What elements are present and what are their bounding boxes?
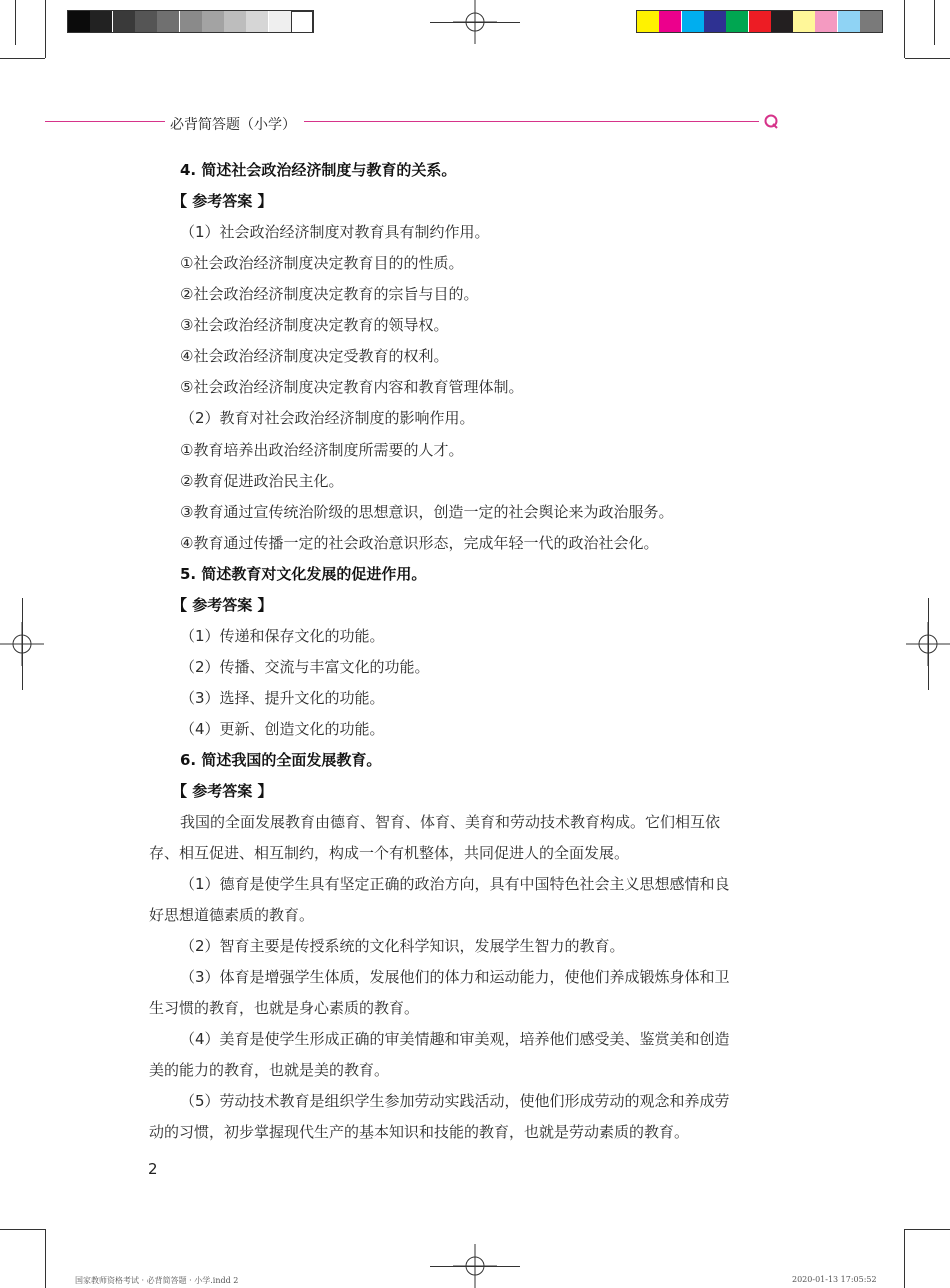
answer-line: （2）教育对社会政治经济制度的影响作用。 (180, 409, 475, 427)
crop-mark (904, 1229, 905, 1288)
crop-mark (904, 0, 905, 58)
question-heading: 5. 简述教育对文化发展的促进作用。 (180, 565, 427, 583)
paragraph-line: （5）劳动技术教育是组织学生参加劳动实践活动，使他们形成劳动的观念和养成劳 (180, 1092, 730, 1110)
color-bar-frame (67, 10, 314, 33)
answer-line: （1）社会政治经济制度对教育具有制约作用。 (180, 223, 490, 241)
crop-mark (905, 58, 950, 59)
question-heading: 4. 简述社会政治经济制度与教育的关系。 (180, 161, 457, 179)
page-number: 2 (148, 1160, 158, 1178)
paragraph-line: （3）体育是增强学生体质，发展他们的体力和运动能力，使他们养成锻炼身体和卫 (180, 968, 730, 986)
q-logo-icon (763, 113, 779, 129)
answer-line: ②社会政治经济制度决定教育的宗旨与目的。 (180, 285, 479, 303)
header-rule-right (304, 121, 759, 122)
paragraph-line: （2）智育主要是传授系统的文化科学知识，发展学生智力的教育。 (180, 937, 625, 955)
question-heading: 6. 简述我国的全面发展教育。 (180, 751, 382, 769)
answer-label: 【 参考答案 】 (172, 596, 273, 614)
paragraph-line: （4）美育是使学生形成正确的审美情趣和审美观，培养他们感受美、鉴赏美和创造 (180, 1030, 730, 1048)
registration-line (430, 1266, 520, 1267)
crop-mark (0, 1229, 45, 1230)
crop-mark (15, 0, 16, 45)
paragraph-line: （1）德育是使学生具有坚定正确的政治方向，具有中国特色社会主义思想感情和良 (180, 875, 730, 893)
registration-line (430, 22, 520, 23)
paragraph-line: 生习惯的教育，也就是身心素质的教育。 (149, 999, 420, 1017)
answer-line: （2）传播、交流与丰富文化的功能。 (180, 658, 430, 676)
registration-line (22, 598, 23, 690)
paragraph-line: 美的能力的教育，也就是美的教育。 (149, 1061, 390, 1079)
crop-mark (905, 1229, 950, 1230)
answer-line: ③教育通过宣传统治阶级的思想意识，创造一定的社会舆论来为政治服务。 (180, 503, 674, 521)
answer-line: ③社会政治经济制度决定教育的领导权。 (180, 316, 449, 334)
answer-line: ④社会政治经济制度决定受教育的权利。 (180, 347, 449, 365)
crop-mark (45, 1229, 46, 1288)
slug-timestamp: 2020-01-13 17:05:52 (792, 1275, 877, 1284)
paragraph-line: 动的习惯，初步掌握现代生产的基本知识和技能的教育，也就是劳动素质的教育。 (149, 1123, 690, 1141)
answer-line: ④教育通过传播一定的社会政治意识形态，完成年轻一代的政治社会化。 (180, 534, 659, 552)
answer-line: ⑤社会政治经济制度决定教育内容和教育管理体制。 (180, 378, 524, 396)
answer-line: ①社会政治经济制度决定教育目的的性质。 (180, 254, 464, 272)
answer-line: （3）选择、提升文化的功能。 (180, 689, 385, 707)
answer-line: （1）传递和保存文化的功能。 (180, 627, 385, 645)
running-header-title: 必背简答题（小学） (170, 117, 296, 133)
answer-line: （4）更新、创造文化的功能。 (180, 720, 385, 738)
paragraph-line: 存、相互促进、相互制约，构成一个有机整体，共同促进人的全面发展。 (149, 844, 630, 862)
slug-file-name: 国家教师资格考试 · 必背简答题 · 小学.indd 2 (75, 1276, 239, 1285)
header-rule-left (45, 121, 165, 122)
paragraph-line: 好思想道德素质的教育。 (149, 906, 315, 924)
registration-line (928, 598, 929, 690)
color-bar-frame (636, 10, 883, 33)
answer-line: ②教育促进政治民主化。 (180, 472, 344, 490)
crop-mark (934, 0, 935, 45)
crop-mark (0, 58, 45, 59)
crop-mark (45, 0, 46, 58)
answer-label: 【 参考答案 】 (172, 782, 273, 800)
answer-line: ①教育培养出政治经济制度所需要的人才。 (180, 441, 464, 459)
answer-label: 【 参考答案 】 (172, 192, 273, 210)
paragraph-line: 我国的全面发展教育由德育、智育、体育、美育和劳动技术教育构成。它们相互依 (180, 813, 721, 831)
